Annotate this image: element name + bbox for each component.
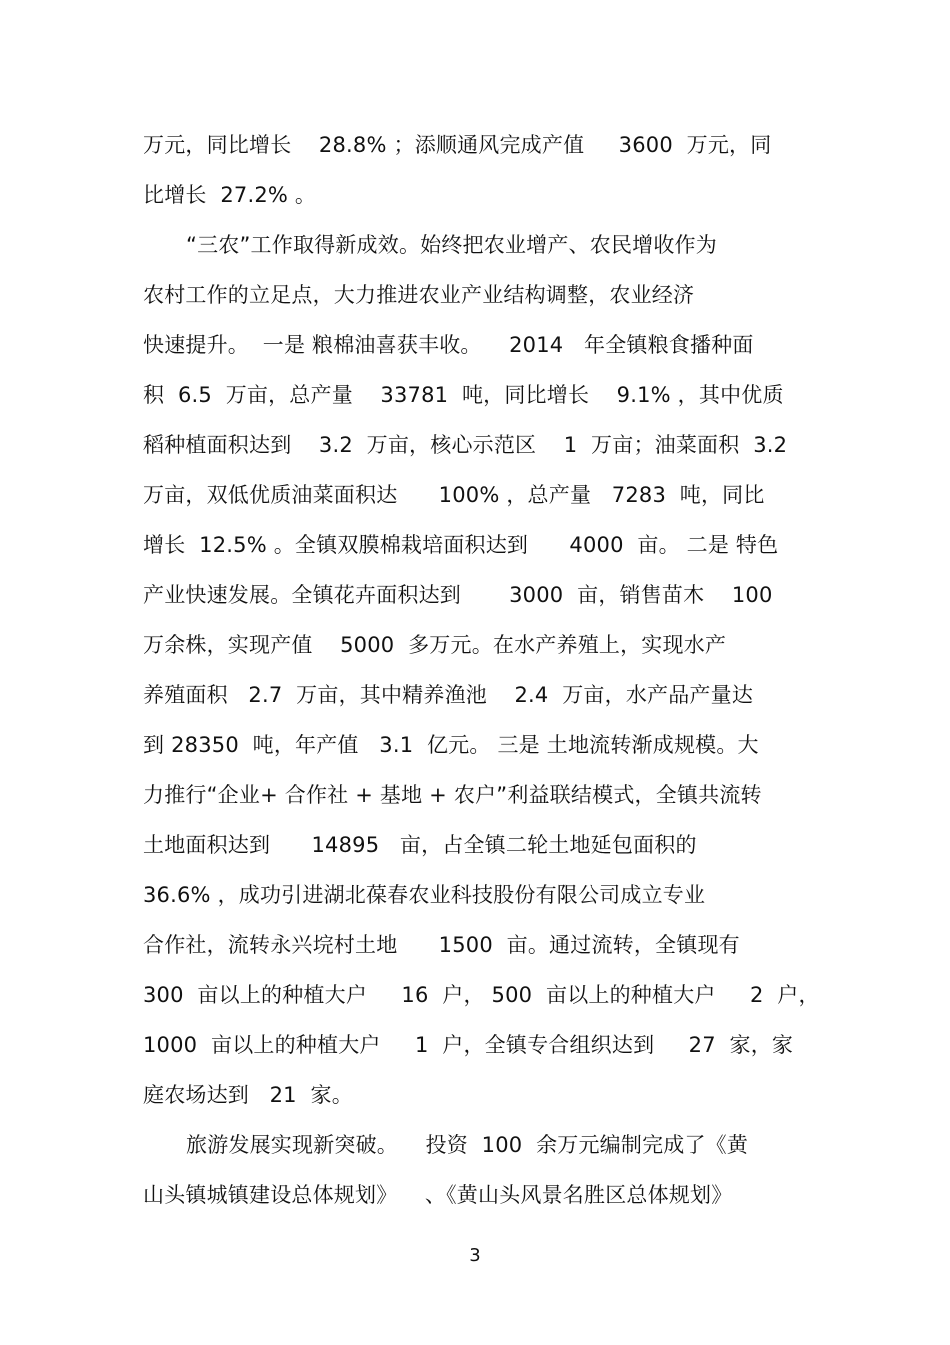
text-line: 万余株，实现产值 5000 多万元。在水产养殖上，实现水产 bbox=[143, 633, 727, 657]
text-line: 300 亩以上的种植大户 16 户， 500 亩以上的种植大户 2 户， bbox=[143, 983, 820, 1007]
text-line: 增长 12.5% 。全镇双膜棉栽培面积达到 4000 亩。 二是 特色 bbox=[143, 533, 779, 557]
text-line: 合作社，流转永兴垸村土地 1500 亩。通过流转，全镇现有 bbox=[143, 933, 740, 957]
text-line: 农村工作的立足点，大力推进农业产业结构调整，农业经济 bbox=[143, 283, 695, 307]
text-line: 旅游发展实现新突破。 投资 100 余万元编制完成了《黄 bbox=[186, 1133, 749, 1157]
text-line: 土地面积达到 14895 亩，占全镇二轮土地延包面积的 bbox=[143, 833, 697, 857]
text-line: “三农”工作取得新成效。始终把农业增产、农民增收作为 bbox=[186, 233, 717, 257]
text-line: 比增长 27.2% 。 bbox=[143, 183, 317, 207]
text-line: 稻种植面积达到 3.2 万亩，核心示范区 1 万亩；油菜面积 3.2 bbox=[143, 433, 788, 457]
text-line: 养殖面积 2.7 万亩，其中精养渔池 2.4 万亩，水产品产量达 bbox=[143, 683, 754, 707]
text-line: 庭农场达到 21 家。 bbox=[143, 1083, 353, 1107]
text-line: 万元，同比增长 28.8% ；添顺通风完成产值 3600 万元，同 bbox=[143, 133, 772, 157]
text-line: 到 28350 吨，年产值 3.1 亿元。 三是 土地流转渐成规模。大 bbox=[143, 733, 759, 757]
text-line: 山头镇城镇建设总体规划》 、《黄山头风景名胜区总体规划》 bbox=[143, 1183, 733, 1207]
text-line: 积 6.5 万亩，总产量 33781 吨，同比增长 9.1% ，其中优质 bbox=[143, 383, 784, 407]
text-line: 力推行“企业+ 合作社 + 基地 + 农户”利益联结模式，全镇共流转 bbox=[143, 783, 762, 807]
text-line: 产业快速发展。全镇花卉面积达到 3000 亩，销售苗木 100 bbox=[143, 583, 773, 607]
text-line: 万亩，双低优质油菜面积达 100% ，总产量 7283 吨，同比 bbox=[143, 483, 765, 507]
text-line: 快速提升。 一是 粮棉油喜获丰收。 2014 年全镇粮食播种面 bbox=[143, 333, 754, 357]
text-line: 1000 亩以上的种植大户 1 户，全镇专合组织达到 27 家，家 bbox=[143, 1033, 794, 1057]
text-line: 36.6% ，成功引进湖北葆春农业科技股份有限公司成立专业 bbox=[143, 883, 706, 907]
page-number: 3 bbox=[469, 1245, 481, 1266]
